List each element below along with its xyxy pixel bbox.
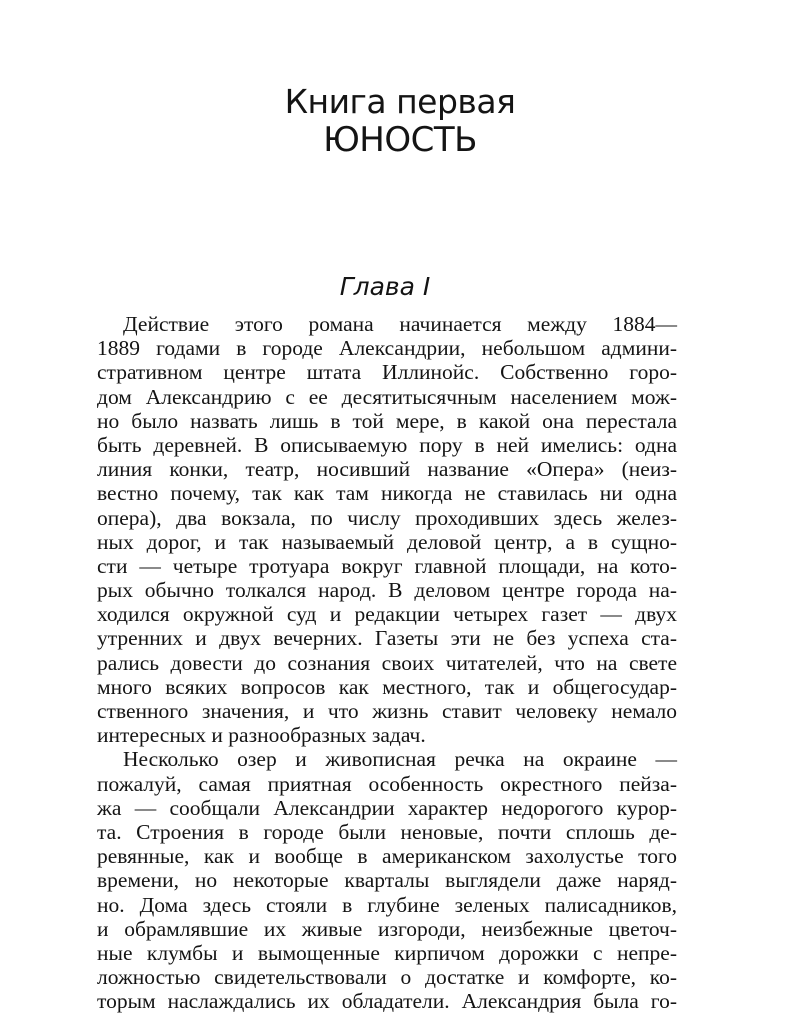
- text-line: дом Александрию с ее десятитысячным населением мож-: [97, 384, 677, 409]
- text-line: торым наслаждались их обладатели. Александрия была го-: [97, 989, 677, 1013]
- paragraph-1: [97, 312, 677, 747]
- text-line: много всяких вопросов как местного, так и общегосудар-: [97, 674, 677, 699]
- text-line: и обрамлявшие их живые изгороди, неизбежные цветоч-: [97, 916, 677, 941]
- text-line: ные клумбы и вымощенные кирпичом дорожки с непре-: [97, 940, 677, 965]
- text-line: линия конки, театр, носивший название «Опера» (неиз-: [97, 457, 677, 482]
- text-line: ных дорог, и так называемый деловой центр, а в сущно-: [97, 529, 677, 554]
- text-line: утренних и двух вечерних. Газеты эти не без успеха ста-: [97, 626, 677, 651]
- text-line: рались довести до сознания своих читателей, что на свете: [97, 650, 677, 675]
- text-line: но было назвать лишь в той мере, в какой она перестала: [97, 408, 677, 433]
- text-line: вестно почему, так как там никогда не ставилась ни одна: [97, 481, 677, 506]
- text-line: но. Дома здесь стояли в глубине зеленых палисадников,: [97, 892, 677, 917]
- text-line: опера), два вокзала, по числу проходивших здесь желез-: [97, 505, 677, 530]
- text-line: ревянные, как и вообще в американском захолустье того: [97, 844, 677, 869]
- text-line: та. Строения в городе были неновые, почти сплошь де-: [97, 819, 677, 844]
- text-line: быть деревней. В описываемую пору в ней имелись: одна: [97, 432, 677, 457]
- text-line: рых обычно толкался народ. В деловом центре города на-: [97, 578, 677, 603]
- text-line: ственного значения, и что жизнь ставит человеку немало: [97, 699, 677, 723]
- text-line: ходился окружной суд и редакции четырех газет — двух: [97, 602, 677, 627]
- paragraph-2: [97, 747, 677, 1013]
- text-line: ложностью свидетельствовали о достатке и комфорте, ко-: [97, 965, 677, 990]
- text-line: Действие этого романа начинается между 1884—: [123, 312, 677, 336]
- part-title: ЮНОСТЬ: [323, 120, 477, 160]
- text-line: сти — четыре тротуара вокруг главной площади, на кото-: [97, 553, 677, 578]
- text-line: жа — сообщали Александрии характер недорогого курор-: [97, 795, 677, 820]
- text-line: Несколько озер и живописная речка на окраине —: [123, 747, 677, 772]
- text-line: интересных и разнообразных задач.: [97, 723, 426, 748]
- text-line: 1889 годами в городе Александрии, небольшом админи-: [97, 336, 677, 361]
- text-line: времени, но некоторые кварталы выглядели даже наряд-: [97, 868, 677, 893]
- chapter-title: Глава I: [339, 272, 431, 301]
- body-text: [97, 312, 677, 1013]
- book-title: Книга первая: [284, 82, 516, 121]
- text-line: стративном центре штата Иллинойс. Собственно горо-: [97, 360, 677, 385]
- text-line: пожалуй, самая приятная особенность окрестного пейза-: [97, 771, 677, 796]
